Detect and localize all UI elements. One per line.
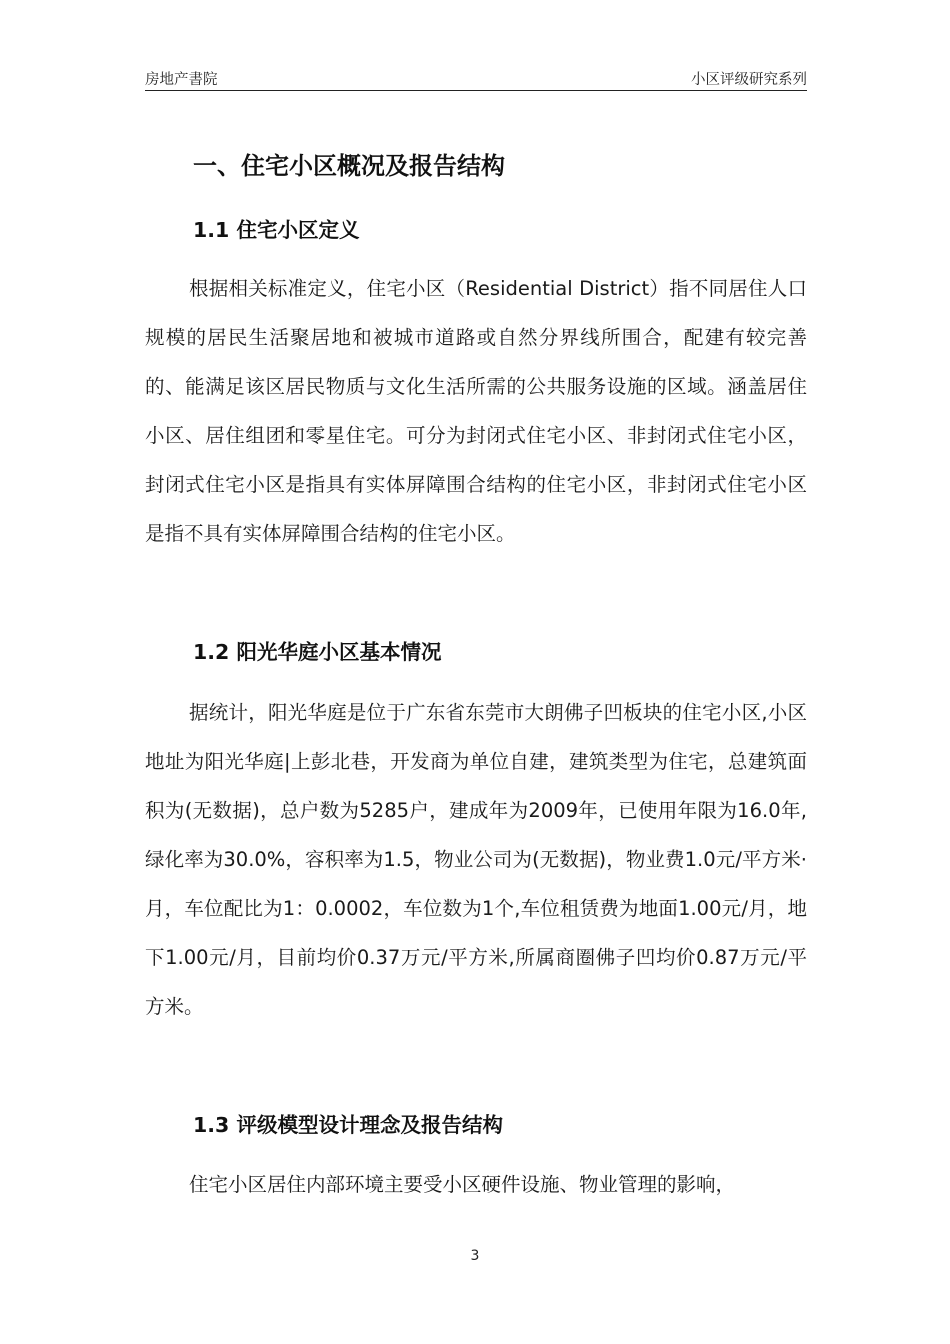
section-heading-1-2: 1.2 阳光华庭小区基本情况	[193, 640, 442, 664]
section-paragraph-1-2: 据统计，阳光华庭是位于广东省东莞市大朗佛子凹板块的住宅小区,小区地址为阳光华庭|上彭北巷，开发商为单位自建，建筑类型为住宅，总建筑面积为(无数据)，总户数为5285户，建成年为2009年，已使用年限为16.0年,绿化率为30.0%，容积率为1.5，物业公司为(无数据)，物业费1.0元/平方米·月，车位配比为1：0.0002，车位数为1个,车位租赁费为地面1.00元/月，地下1.00元/月，目前均价0.37万元/平方米,所属商圈佛子凹均价0.87万元/平方米。	[145, 701, 807, 1018]
chapter-title: 一、住宅小区概况及报告结构	[193, 152, 505, 180]
section-paragraph-1-1: 根据相关标准定义，住宅小区（Residential District）指不同居住人口规模的居民生活聚居地和被城市道路或自然分界线所围合，配建有较完善的、能满足该区居民物质与文化生活所需的公共服务设施的区域。涵盖居住小区、居住组团和零星住宅。可分为封闭式住宅小区、非封闭式住宅小区，封闭式住宅小区是指具有实体屏障围合结构的住宅小区，非封闭式住宅小区是指不具有实体屏障围合结构的住宅小区。	[145, 277, 807, 545]
section-heading-1-1: 1.1 住宅小区定义	[193, 218, 360, 242]
header-publisher: 房地产書院	[145, 72, 218, 88]
section-heading-1-3: 1.3 评级模型设计理念及报告结构	[193, 1113, 503, 1137]
header-series-title: 小区评级研究系列	[691, 72, 807, 88]
page-header	[145, 64, 807, 91]
page-number: 3	[470, 1248, 480, 1264]
section-paragraph-1-3: 住宅小区居住内部环境主要受小区硬件设施、物业管理的影响，	[189, 1173, 736, 1196]
